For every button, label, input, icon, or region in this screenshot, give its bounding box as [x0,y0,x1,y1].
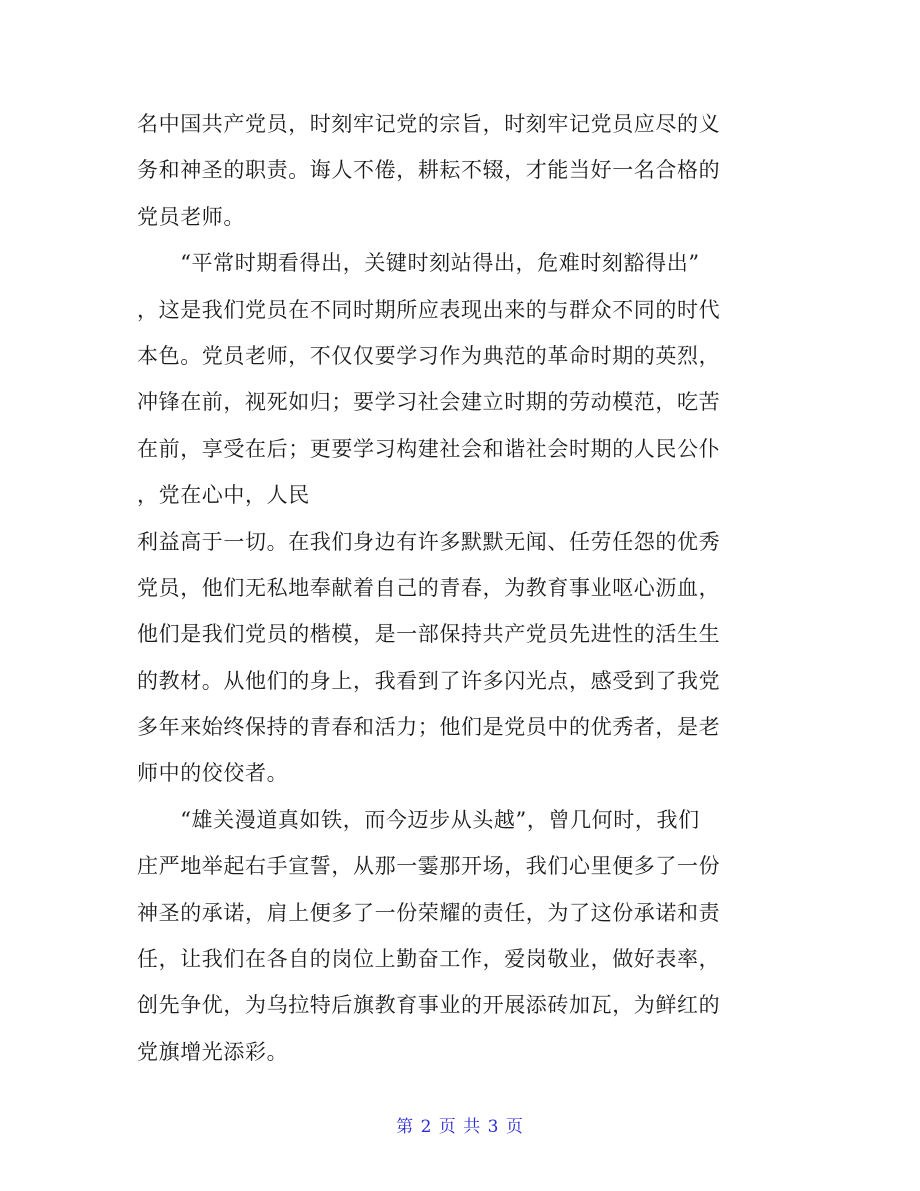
text-line: 党员，他们无私地奉献着自己的青春，为教育事业呕心沥血， [137,575,721,600]
text-line: 任，让我们在各自的岗位上勤奋工作，爱岗敬业，做好表率， [137,947,721,972]
text-line: 的教材。从他们的身上，我看到了许多闪光点，感受到了我党 [137,668,721,693]
text-line: 党旗增光添彩。 [137,1039,289,1064]
text-line: ，这是我们党员在不同时期所应表现出来的与群众不同的时代 [137,297,721,322]
text-line: 务和神圣的职责。诲人不倦，耕耘不辍，才能当好一名合格的 [137,158,721,183]
text-line: 他们是我们党员的楷模，是一部保持共产党员先进性的活生生 [137,622,721,647]
text-line: 庄严地举起右手宣誓，从那一霎那开场，我们心里便多了一份 [137,854,721,879]
text-line: 神圣的承诺，肩上便多了一份荣耀的责任，为了这份承诺和责 [137,900,721,925]
text-line: 创先争优，为乌拉特后旗教育事业的开展添砖加瓦，为鲜红的 [137,993,721,1018]
page-number-footer: 第 2 页 共 3 页 [396,1117,524,1137]
body-text [137,101,787,1075]
text-line: 党员老师。 [137,204,245,229]
text-line: 在前，享受在后；更要学习构建社会和谐社会时期的人民公仆 [137,436,721,461]
text-line: 多年来始终保持的青春和活力；他们是党员中的优秀者，是老 [137,715,721,740]
text-line: 冲锋在前，视死如归；要学习社会建立时期的劳动模范，吃苦 [137,390,721,415]
text-line: “平常时期看得出，关键时刻站得出，危难时刻豁得出” [137,251,700,276]
text-line: 本色。党员老师，不仅仅要学习作为典范的革命时期的英烈， [137,343,721,368]
text-line: ，党在心中，人民 [137,483,310,508]
text-line: 利益高于一切。在我们身边有许多默默无闻、任劳任怨的优秀 [137,529,721,554]
text-line: “雄关漫道真如铁，而今迈步从头越”，曾几何时，我们 [137,807,700,832]
text-line: 师中的佼佼者。 [137,761,289,786]
text-line: 名中国共产党员，时刻牢记党的宗旨，时刻牢记党员应尽的义 [137,112,721,136]
